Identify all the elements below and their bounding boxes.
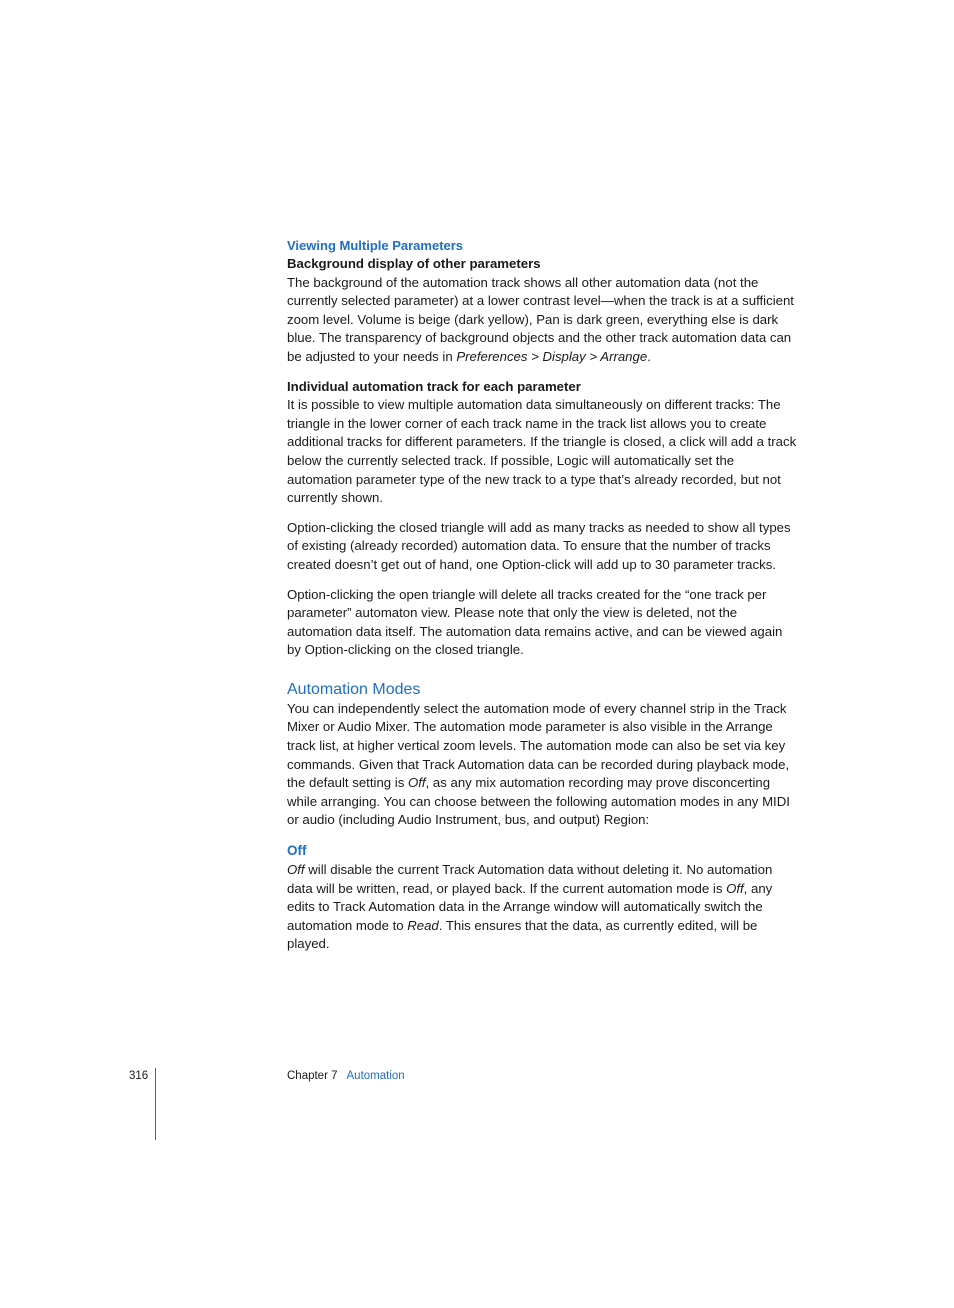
footer-divider	[155, 1068, 156, 1140]
subsection-heading-off: Off	[287, 843, 307, 859]
paragraph-background-display	[287, 274, 799, 367]
emphasis-off: Off	[407, 775, 426, 791]
main-content	[287, 237, 799, 954]
paragraph-text: , as any mix automation recording may prove disconcerting while arranging. You can choose between the following automation modes in any MIDI or audio (including Audio Instrument, bus, and output) Region:	[287, 775, 790, 828]
paragraph-text: You can independently select the automation mode of every channel strip in the Track Mixer or Audio Mixer. The automation mode parameter is also visible in the Arrange track list, at higher vertical zoom levels. The automation mode can also be set via key commands. Given that Track Automation data can be recorded during playback mode, the default setting is	[287, 700, 790, 791]
emphasis-read: Read	[407, 917, 439, 933]
chapter-label: Chapter 7	[287, 1070, 338, 1082]
paragraph-text: , any edits to Track Automation data in the Arrange window will automatically switch the automation mode to	[287, 880, 773, 933]
section-heading-automation-modes: Automation Modes	[287, 680, 421, 698]
section-heading-viewing-multiple-parameters: Viewing Multiple Parameters	[287, 238, 464, 253]
subheading-background-display: Background display of other parameters	[287, 256, 541, 271]
footer-chapter	[287, 1070, 405, 1082]
paragraph-individual-2: Option-clicking the closed triangle will add as many tracks as needed to show all types of existing (already recorded) automation data. To ensure that the number of tracks created doesn’t get out of hand, one Option-click will add up to 30 parameter tracks.	[287, 519, 791, 572]
paragraph-automation-modes	[287, 700, 799, 830]
paragraph-individual-3: Option-clicking the open triangle will delete all tracks created for the “one track per parameter” automaton view. Please note that only the view is deleted, not the automation data itself. The automation data remains active, and can be viewed again by Option-clicking on the closed triangle.	[287, 586, 783, 658]
paragraph-text: The background of the automation track shows all other automation data (not the currently selected parameter) at a lower contrast level—when the track is at a sufficient zoom level. Volume is beige (dark yellow), Pan is dark green, everything else is dark blue. The transparency of background objects and the other track automation data can be adjusted to your needs in	[287, 274, 794, 364]
page-number: 316	[129, 1070, 149, 1082]
emphasis-off: Off	[287, 862, 305, 878]
subheading-individual-automation-track: Individual automation track for each parameter	[287, 378, 581, 394]
paragraph-text: .	[647, 348, 651, 364]
paragraph-text: . This ensures that the data, as currently edited, will be played.	[287, 917, 758, 952]
paragraph-text: will disable the current Track Automation data without deleting it. No automation data will be written, read, or played back. If the current automation mode is	[287, 862, 773, 896]
chapter-title-link[interactable]: Automation	[346, 1070, 405, 1082]
preferences-path: Preferences > Display > Arrange	[456, 348, 648, 364]
paragraph-individual-1: It is possible to view multiple automation data simultaneously on different tracks: The triangle in the lower corner of each track name in the track list allows you to create additional tracks for different parameters. If the triangle is closed, a click will add a track below the currently selected track. If possible, Logic will automatically set the automation parameter type of the new track to a type that’s already recorded, but not currently shown.	[287, 397, 797, 506]
paragraph-off	[287, 861, 799, 954]
emphasis-off: Off	[726, 880, 744, 896]
